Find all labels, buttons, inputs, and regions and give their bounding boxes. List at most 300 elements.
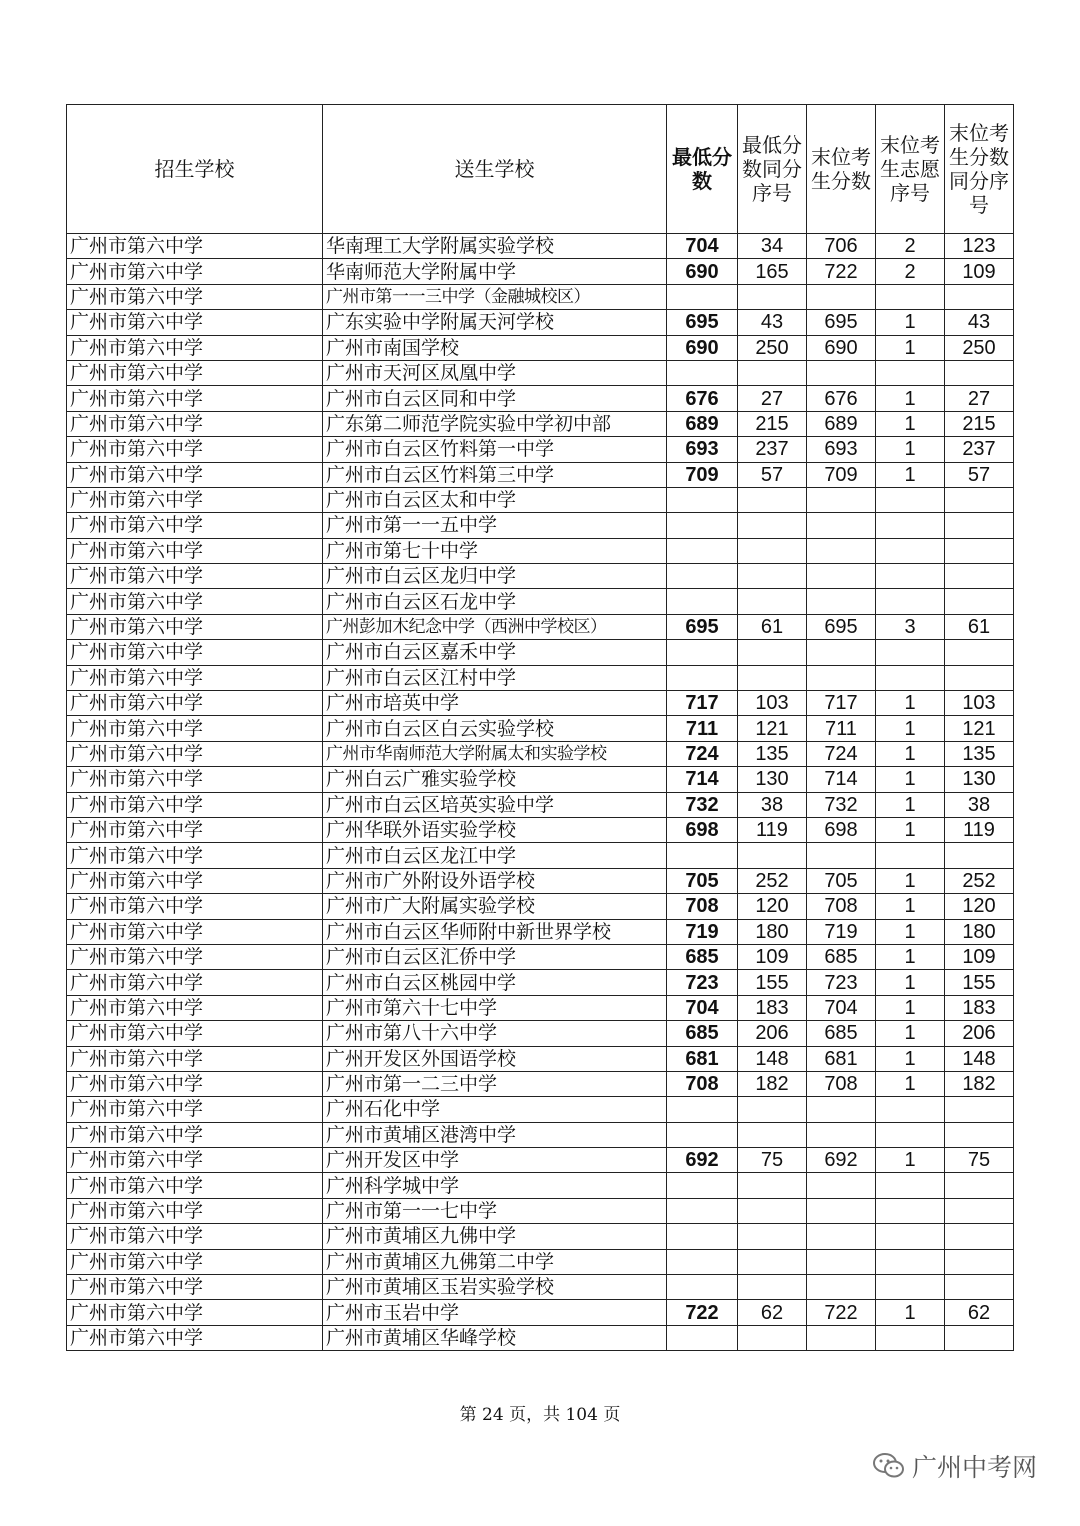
table-row [67,640,1014,665]
table-row [67,437,1014,462]
cell-min-score-tie-rank: 57 [738,462,807,487]
cell-last-score: 698 [807,817,876,842]
cell-enrolling-school: 广州市第六中学 [67,665,323,690]
cell-last-score-tie-rank [945,284,1014,309]
cell-last-choice-rank [876,589,945,614]
cell-min-score-tie-rank: 250 [738,335,807,360]
cell-enrolling-school: 广州市第六中学 [67,792,323,817]
cell-enrolling-school: 广州市第六中学 [67,1097,323,1122]
cell-min-score-tie-rank: 148 [738,1046,807,1071]
cell-last-choice-rank [876,1173,945,1198]
cell-last-choice-rank: 3 [876,614,945,639]
cell-last-score: 714 [807,767,876,792]
cell-last-score: 692 [807,1148,876,1173]
cell-last-score-tie-rank: 120 [945,894,1014,919]
cell-min-score [667,1224,738,1249]
cell-enrolling-school: 广州市第六中学 [67,564,323,589]
cell-last-choice-rank: 1 [876,1046,945,1071]
cell-last-score [807,1325,876,1350]
cell-last-score: 719 [807,919,876,944]
cell-sending-school: 广州白云广雅实验学校 [323,767,667,792]
cell-last-score-tie-rank [945,1325,1014,1350]
cell-sending-school: 广州彭加木纪念中学（西洲中学校区） [323,614,667,639]
cell-min-score [667,665,738,690]
cell-last-score-tie-rank: 180 [945,919,1014,944]
cell-last-choice-rank [876,487,945,512]
cell-last-choice-rank: 1 [876,310,945,335]
cell-min-score-tie-rank [738,1198,807,1223]
cell-last-score [807,589,876,614]
cell-sending-school: 广州市广大附属实验学校 [323,894,667,919]
table-row [67,234,1014,259]
header-min-score: 最低分数 [667,105,738,234]
cell-sending-school: 广州市白云区桃园中学 [323,970,667,995]
cell-last-choice-rank [876,1249,945,1274]
table-row [67,1046,1014,1071]
cell-min-score-tie-rank: 252 [738,868,807,893]
cell-last-choice-rank [876,640,945,665]
cell-last-score-tie-rank [945,1275,1014,1300]
cell-sending-school: 广州市第一二三中学 [323,1071,667,1096]
cell-last-score: 704 [807,995,876,1020]
watermark [872,1448,1037,1484]
cell-sending-school: 广州市白云区嘉禾中学 [323,640,667,665]
cell-min-score-tie-rank: 43 [738,310,807,335]
cell-enrolling-school: 广州市第六中学 [67,411,323,436]
table-row [67,1021,1014,1046]
cell-sending-school: 广州市黄埔区玉岩实验学校 [323,1275,667,1300]
cell-min-score-tie-rank [738,360,807,385]
cell-last-score [807,1224,876,1249]
cell-enrolling-school: 广州市第六中学 [67,462,323,487]
cell-last-choice-rank: 1 [876,868,945,893]
cell-min-score: 705 [667,868,738,893]
table-row [67,1249,1014,1274]
cell-sending-school: 广州市白云区竹料第三中学 [323,462,667,487]
cell-last-score: 685 [807,944,876,969]
cell-last-choice-rank [876,564,945,589]
table-row [67,1148,1014,1173]
cell-last-score [807,1097,876,1122]
cell-last-score-tie-rank [945,1097,1014,1122]
cell-min-score-tie-rank: 103 [738,691,807,716]
cell-min-score-tie-rank [738,487,807,512]
cell-enrolling-school: 广州市第六中学 [67,1249,323,1274]
cell-sending-school: 广州市华南师范大学附属太和实验学校 [323,741,667,766]
cell-last-score [807,1198,876,1223]
cell-min-score-tie-rank: 61 [738,614,807,639]
cell-min-score-tie-rank [738,1249,807,1274]
cell-sending-school: 广州市白云区华师附中新世界学校 [323,919,667,944]
cell-last-score: 709 [807,462,876,487]
cell-min-score [667,487,738,512]
cell-last-choice-rank: 1 [876,741,945,766]
cell-min-score-tie-rank: 182 [738,1071,807,1096]
cell-min-score [667,1275,738,1300]
cell-min-score: 732 [667,792,738,817]
cell-last-score [807,1173,876,1198]
cell-min-score: 681 [667,1046,738,1071]
cell-last-score-tie-rank [945,843,1014,868]
cell-min-score-tie-rank [738,1097,807,1122]
cell-enrolling-school: 广州市第六中学 [67,589,323,614]
cell-last-score [807,513,876,538]
cell-min-score-tie-rank: 119 [738,817,807,842]
cell-last-score-tie-rank [945,513,1014,538]
cell-last-score: 706 [807,234,876,259]
cell-min-score-tie-rank [738,1275,807,1300]
cell-min-score: 685 [667,1021,738,1046]
cell-last-score [807,487,876,512]
cell-sending-school: 广州科学城中学 [323,1173,667,1198]
cell-last-score-tie-rank [945,1224,1014,1249]
cell-min-score [667,513,738,538]
cell-last-choice-rank: 1 [876,462,945,487]
cell-last-score [807,1122,876,1147]
cell-min-score-tie-rank: 183 [738,995,807,1020]
cell-min-score: 685 [667,944,738,969]
cell-last-score-tie-rank: 109 [945,944,1014,969]
cell-sending-school: 广州市第七十中学 [323,538,667,563]
cell-min-score-tie-rank: 120 [738,894,807,919]
cell-last-choice-rank: 1 [876,792,945,817]
header-enrolling-school: 招生学校 [67,105,323,234]
cell-last-score-tie-rank: 109 [945,259,1014,284]
cell-min-score-tie-rank: 155 [738,970,807,995]
cell-last-score-tie-rank: 61 [945,614,1014,639]
cell-sending-school: 广州市天河区凤凰中学 [323,360,667,385]
cell-last-choice-rank: 1 [876,919,945,944]
cell-min-score-tie-rank [738,1173,807,1198]
cell-last-score: 723 [807,970,876,995]
cell-last-score: 676 [807,386,876,411]
cell-min-score: 689 [667,411,738,436]
cell-last-score: 685 [807,1021,876,1046]
cell-sending-school: 广州市白云区同和中学 [323,386,667,411]
cell-min-score: 717 [667,691,738,716]
table-row [67,386,1014,411]
cell-last-score-tie-rank: 57 [945,462,1014,487]
cell-min-score-tie-rank: 75 [738,1148,807,1173]
cell-last-score: 711 [807,716,876,741]
cell-min-score-tie-rank [738,513,807,538]
cell-enrolling-school: 广州市第六中学 [67,1071,323,1096]
cell-last-choice-rank: 1 [876,1300,945,1325]
cell-min-score [667,1249,738,1274]
cell-min-score-tie-rank: 165 [738,259,807,284]
cell-min-score-tie-rank: 215 [738,411,807,436]
header-min-score-tie-rank: 最低分数同分序号 [738,105,807,234]
header-last-choice-rank: 末位考生志愿序号 [876,105,945,234]
cell-min-score [667,284,738,309]
cell-last-choice-rank: 1 [876,386,945,411]
cell-enrolling-school: 广州市第六中学 [67,284,323,309]
cell-last-score-tie-rank: 27 [945,386,1014,411]
cell-last-choice-rank: 1 [876,817,945,842]
cell-enrolling-school: 广州市第六中学 [67,1122,323,1147]
cell-min-score [667,1122,738,1147]
cell-sending-school: 广州市第六十七中学 [323,995,667,1020]
cell-enrolling-school: 广州市第六中学 [67,1224,323,1249]
cell-sending-school: 广州市黄埔区九佛第二中学 [323,1249,667,1274]
page-footer: 第 24 页，共 104 页 [459,1405,621,1425]
cell-min-score: 714 [667,767,738,792]
cell-min-score: 722 [667,1300,738,1325]
table-row [67,944,1014,969]
table-row [67,259,1014,284]
cell-enrolling-school: 广州市第六中学 [67,1021,323,1046]
table-row [67,1097,1014,1122]
cell-min-score [667,640,738,665]
cell-min-score: 690 [667,335,738,360]
cell-last-choice-rank: 1 [876,437,945,462]
cell-last-choice-rank: 1 [876,894,945,919]
cell-enrolling-school: 广州市第六中学 [67,310,323,335]
cell-last-choice-rank: 1 [876,1148,945,1173]
cell-last-score-tie-rank: 135 [945,741,1014,766]
table-row [67,741,1014,766]
cell-last-choice-rank: 1 [876,944,945,969]
cell-min-score-tie-rank: 180 [738,919,807,944]
cell-min-score-tie-rank [738,538,807,563]
cell-min-score [667,1325,738,1350]
cell-sending-school: 广州市白云区竹料第一中学 [323,437,667,462]
cell-min-score: 695 [667,614,738,639]
cell-last-score-tie-rank: 119 [945,817,1014,842]
cell-last-choice-rank: 1 [876,767,945,792]
cell-last-score: 681 [807,1046,876,1071]
cell-last-score: 695 [807,310,876,335]
cell-enrolling-school: 广州市第六中学 [67,691,323,716]
cell-enrolling-school: 广州市第六中学 [67,1046,323,1071]
cell-enrolling-school: 广州市第六中学 [67,1275,323,1300]
cell-enrolling-school: 广州市第六中学 [67,894,323,919]
cell-min-score-tie-rank: 135 [738,741,807,766]
cell-min-score: 719 [667,919,738,944]
cell-last-score-tie-rank [945,1173,1014,1198]
cell-min-score-tie-rank [738,640,807,665]
cell-enrolling-school: 广州市第六中学 [67,614,323,639]
cell-last-score: 689 [807,411,876,436]
cell-sending-school: 广州石化中学 [323,1097,667,1122]
cell-min-score: 723 [667,970,738,995]
table-row [67,1198,1014,1223]
cell-last-choice-rank: 1 [876,716,945,741]
cell-sending-school: 广州开发区外国语学校 [323,1046,667,1071]
table-row [67,919,1014,944]
cell-enrolling-school: 广州市第六中学 [67,995,323,1020]
cell-enrolling-school: 广州市第六中学 [67,919,323,944]
cell-last-choice-rank: 1 [876,411,945,436]
cell-last-score: 695 [807,614,876,639]
cell-last-choice-rank: 1 [876,335,945,360]
cell-enrolling-school: 广州市第六中学 [67,817,323,842]
cell-last-score-tie-rank: 43 [945,310,1014,335]
cell-sending-school: 广州市第一一七中学 [323,1198,667,1223]
admission-table [66,104,1014,1351]
cell-last-choice-rank [876,1275,945,1300]
cell-last-choice-rank: 1 [876,970,945,995]
table-row [67,691,1014,716]
cell-enrolling-school: 广州市第六中学 [67,767,323,792]
cell-last-choice-rank [876,1097,945,1122]
cell-last-score: 693 [807,437,876,462]
cell-enrolling-school: 广州市第六中学 [67,868,323,893]
cell-min-score: 708 [667,1071,738,1096]
cell-min-score [667,360,738,385]
cell-min-score: 698 [667,817,738,842]
cell-last-score-tie-rank: 130 [945,767,1014,792]
table-row [67,1325,1014,1350]
cell-min-score-tie-rank [738,1122,807,1147]
table-row [67,995,1014,1020]
cell-enrolling-school: 广州市第六中学 [67,1198,323,1223]
cell-sending-school: 广东实验中学附属天河学校 [323,310,667,335]
cell-min-score: 690 [667,259,738,284]
cell-enrolling-school: 广州市第六中学 [67,335,323,360]
cell-sending-school: 广州市白云区汇侨中学 [323,944,667,969]
cell-min-score-tie-rank [738,564,807,589]
header-last-score: 末位考生分数 [807,105,876,234]
table-row [67,1224,1014,1249]
cell-sending-school: 广州市第一一三中学（金融城校区） [323,284,667,309]
cell-last-choice-rank [876,1122,945,1147]
cell-last-score: 690 [807,335,876,360]
cell-sending-school: 广州市白云区白云实验学校 [323,716,667,741]
cell-sending-school: 广州市培英中学 [323,691,667,716]
cell-last-choice-rank: 1 [876,1071,945,1096]
table-row [67,1173,1014,1198]
header-row [67,105,1014,234]
cell-min-score: 704 [667,234,738,259]
cell-last-score-tie-rank [945,487,1014,512]
table-row [67,843,1014,868]
cell-min-score-tie-rank: 27 [738,386,807,411]
cell-last-score-tie-rank: 62 [945,1300,1014,1325]
cell-last-score [807,284,876,309]
cell-last-choice-rank [876,843,945,868]
cell-last-score-tie-rank [945,538,1014,563]
cell-enrolling-school: 广州市第六中学 [67,437,323,462]
cell-last-score-tie-rank: 148 [945,1046,1014,1071]
cell-enrolling-school: 广州市第六中学 [67,1173,323,1198]
cell-min-score: 708 [667,894,738,919]
cell-last-score-tie-rank: 250 [945,335,1014,360]
cell-last-choice-rank [876,1224,945,1249]
cell-last-score-tie-rank: 103 [945,691,1014,716]
cell-min-score-tie-rank: 38 [738,792,807,817]
table-row [67,767,1014,792]
cell-min-score: 676 [667,386,738,411]
cell-last-score-tie-rank: 252 [945,868,1014,893]
cell-min-score [667,564,738,589]
table-row [67,614,1014,639]
table-row [67,868,1014,893]
table-row [67,1275,1014,1300]
cell-enrolling-school: 广州市第六中学 [67,741,323,766]
cell-sending-school: 华南师范大学附属中学 [323,259,667,284]
cell-last-score [807,640,876,665]
cell-last-score: 732 [807,792,876,817]
table-row [67,1071,1014,1096]
table-row [67,487,1014,512]
cell-enrolling-school: 广州市第六中学 [67,234,323,259]
table-row [67,970,1014,995]
cell-enrolling-school: 广州市第六中学 [67,640,323,665]
cell-enrolling-school: 广州市第六中学 [67,716,323,741]
cell-min-score: 704 [667,995,738,1020]
cell-last-choice-rank [876,665,945,690]
cell-sending-school: 广州市第八十六中学 [323,1021,667,1046]
table-row [67,564,1014,589]
cell-sending-school: 广州华联外语实验学校 [323,817,667,842]
wechat-icon [872,1451,906,1481]
cell-last-score: 708 [807,1071,876,1096]
cell-last-score-tie-rank [945,1122,1014,1147]
cell-last-choice-rank [876,513,945,538]
cell-min-score-tie-rank [738,843,807,868]
cell-min-score: 692 [667,1148,738,1173]
cell-last-choice-rank [876,1325,945,1350]
cell-last-score [807,538,876,563]
table-row [67,1122,1014,1147]
cell-min-score-tie-rank: 237 [738,437,807,462]
cell-last-score-tie-rank [945,665,1014,690]
cell-last-score [807,665,876,690]
cell-sending-school: 广州市玉岩中学 [323,1300,667,1325]
cell-last-score [807,1249,876,1274]
cell-last-score-tie-rank: 215 [945,411,1014,436]
cell-min-score-tie-rank [738,665,807,690]
cell-last-choice-rank [876,1198,945,1223]
cell-last-choice-rank: 1 [876,995,945,1020]
cell-last-score [807,843,876,868]
cell-last-score-tie-rank: 182 [945,1071,1014,1096]
table-row [67,894,1014,919]
cell-last-score-tie-rank: 183 [945,995,1014,1020]
cell-sending-school: 广州市黄埔区华峰学校 [323,1325,667,1350]
cell-enrolling-school: 广州市第六中学 [67,970,323,995]
table-row [67,817,1014,842]
cell-min-score [667,538,738,563]
cell-last-score-tie-rank [945,640,1014,665]
cell-last-score [807,360,876,385]
cell-last-score-tie-rank: 123 [945,234,1014,259]
cell-last-score-tie-rank [945,589,1014,614]
table-row [67,792,1014,817]
cell-enrolling-school: 广州市第六中学 [67,386,323,411]
table-row [67,284,1014,309]
cell-min-score-tie-rank [738,284,807,309]
cell-last-score: 724 [807,741,876,766]
cell-last-score [807,564,876,589]
cell-sending-school: 广州市南国学校 [323,335,667,360]
table-row [67,360,1014,385]
cell-min-score: 695 [667,310,738,335]
header-last-score-tie-rank: 末位考生分数同分序号 [945,105,1014,234]
cell-sending-school: 广州市白云区石龙中学 [323,589,667,614]
cell-min-score-tie-rank [738,589,807,614]
cell-last-score: 705 [807,868,876,893]
table-row [67,462,1014,487]
cell-enrolling-school: 广州市第六中学 [67,259,323,284]
cell-last-score-tie-rank [945,360,1014,385]
cell-min-score-tie-rank: 62 [738,1300,807,1325]
cell-min-score [667,589,738,614]
cell-enrolling-school: 广州市第六中学 [67,944,323,969]
cell-last-score: 722 [807,1300,876,1325]
cell-enrolling-school: 广州市第六中学 [67,513,323,538]
